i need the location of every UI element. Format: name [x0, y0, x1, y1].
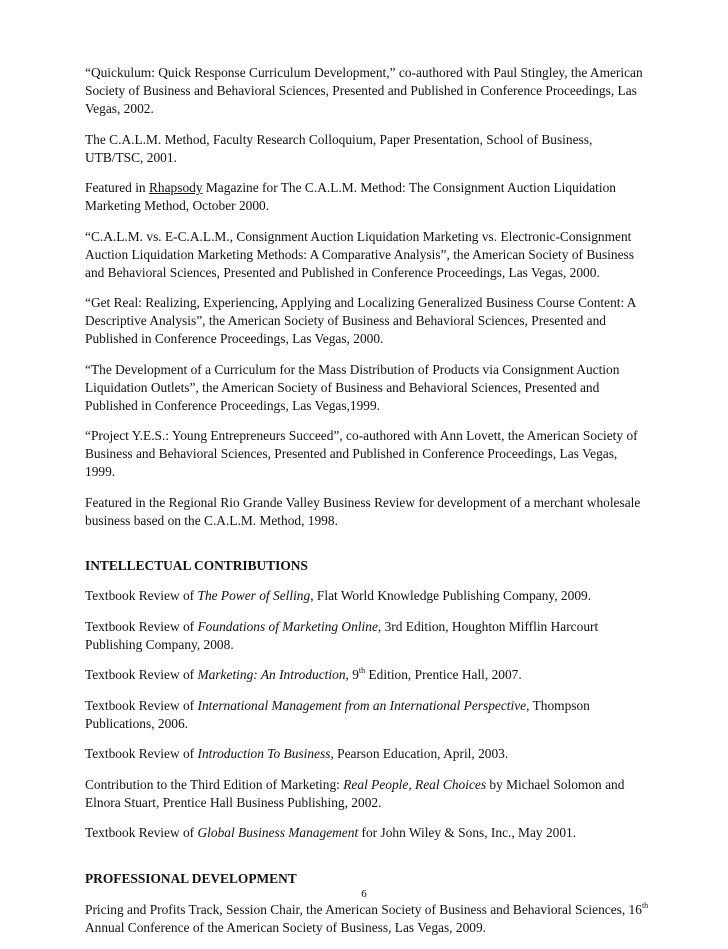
presentation-entry: Featured in the Regional Rio Grande Valley Business Review for development of a merchant wholesale business based on the C.A.L.M. Method, 1998.	[85, 494, 641, 528]
presentation-entry: “Project Y.E.S.: Young Entrepreneurs Succeed”, co-authored with Ann Lovett, the American Society of Business and Behavioral Sciences, Presented and Published in Conference Proceedings, Las Vegas, 1999.	[85, 428, 638, 479]
entry-text: Annual Conference of the American Society of Business, Las Vegas, 2009.	[85, 919, 487, 935]
section-heading-professional-development: PROFESSIONAL DEVELOPMENT	[85, 871, 297, 886]
book-title: Introduction To Business,	[197, 746, 334, 761]
presentation-entry: “Get Real: Realizing, Experiencing, Applying and Localizing Generalized Business Course Content: A Descriptive Analysis”, the American Society of Business and Behavioral Sciences, Presented and Published in Conference Proceedings, Las Vegas, 2000.	[85, 295, 636, 346]
entry-text: Textbook Review of	[85, 618, 198, 634]
magazine-title: Rhapsody	[148, 180, 203, 195]
book-title: The Power of Selling	[197, 588, 311, 603]
entry-text: Textbook Review of	[85, 697, 198, 713]
presentation-entry: The C.A.L.M. Method, Faculty Research Colloquium, Paper Presentation, School of Business, UTB/TSC, 2001.	[85, 131, 593, 165]
entry-text: Textbook Review of	[85, 667, 198, 682]
book-title: Real People, Real Choices	[343, 776, 487, 792]
entry-text: , 9	[345, 667, 359, 682]
page-content	[85, 64, 650, 949]
page-number: 6	[361, 888, 367, 900]
entry-text: Contribution to the Third Edition of Marketing:	[85, 776, 344, 792]
entry-text: , 3rd Edition, Houghton Mifflin Harcourt Publishing Company, 2008.	[85, 618, 599, 652]
contribution-entry	[85, 618, 650, 654]
presentation-entry: “The Development of a Curriculum for the Mass Distribution of Products via Consignment Auction Liquidation Outlets”, the American Society of Business and Behavioral Sciences, Presented and Published in Conference Proceedings, Las Vegas,1999.	[85, 361, 620, 413]
entry-text: by Michael Solomon and Elnora Stuart, Prentice Hall Business Publishing, 2002.	[85, 776, 625, 810]
book-title: Global Business Management	[197, 825, 359, 840]
contribution-entry	[85, 666, 650, 684]
entry-text: , Flat World Knowledge Publishing Company, 2009.	[310, 588, 592, 603]
entry-text: Magazine for The C.A.L.M. Method: The Consignment Auction Liquidation Marketing Method, October 2000.	[85, 180, 616, 213]
entry-text: Textbook Review of	[85, 746, 198, 761]
entry-text: Featured in	[85, 180, 149, 195]
presentation-entry	[85, 179, 650, 215]
professional-entry	[85, 901, 650, 937]
contribution-entry	[85, 587, 650, 605]
contribution-entry	[85, 824, 650, 842]
contribution-entry	[85, 697, 650, 733]
section-heading-intellectual-contributions: INTELLECTUAL CONTRIBUTIONS	[85, 557, 308, 573]
entry-text: for John Wiley & Sons, Inc., May 2001.	[358, 825, 577, 840]
ordinal-suffix: th	[641, 900, 649, 910]
book-title: Foundations of Marketing Online	[197, 618, 378, 634]
book-title: International Management from an International Perspective	[197, 697, 527, 713]
entry-text: Pearson Education, April, 2003.	[333, 746, 509, 761]
entry-text: , Thompson Publications, 2006.	[85, 697, 590, 731]
contribution-entry	[85, 745, 650, 763]
presentation-entry: “Quickulum: Quick Response Curriculum Development,” co-authored with Paul Stingley, the American Society of Business and Behavioral Sciences, Presented and Published in Conference Proceedings, Las Vegas, 2002.	[85, 65, 643, 116]
entry-text: Textbook Review of	[85, 825, 198, 840]
entry-text: Textbook Review of	[85, 588, 198, 603]
book-title: Marketing: An Introduction	[197, 667, 346, 682]
entry-text: Edition, Prentice Hall, 2007.	[365, 667, 522, 682]
presentation-entry: “C.A.L.M. vs. E-C.A.L.M., Consignment Auction Liquidation Marketing vs. Electronic-Consignment Auction Liquidation Marketing Methods: A Comparative Analysis”, the American Society of Business and Behavioral Sciences, Presented and Published in Conference Proceedings, Las Vegas, 2000.	[85, 228, 634, 280]
ordinal-suffix: th	[358, 666, 366, 675]
entry-text: Pricing and Profits Track, Session Chair, the American Society of Business and Behavioral Sciences, 16	[85, 901, 642, 917]
contribution-entry	[85, 776, 650, 812]
